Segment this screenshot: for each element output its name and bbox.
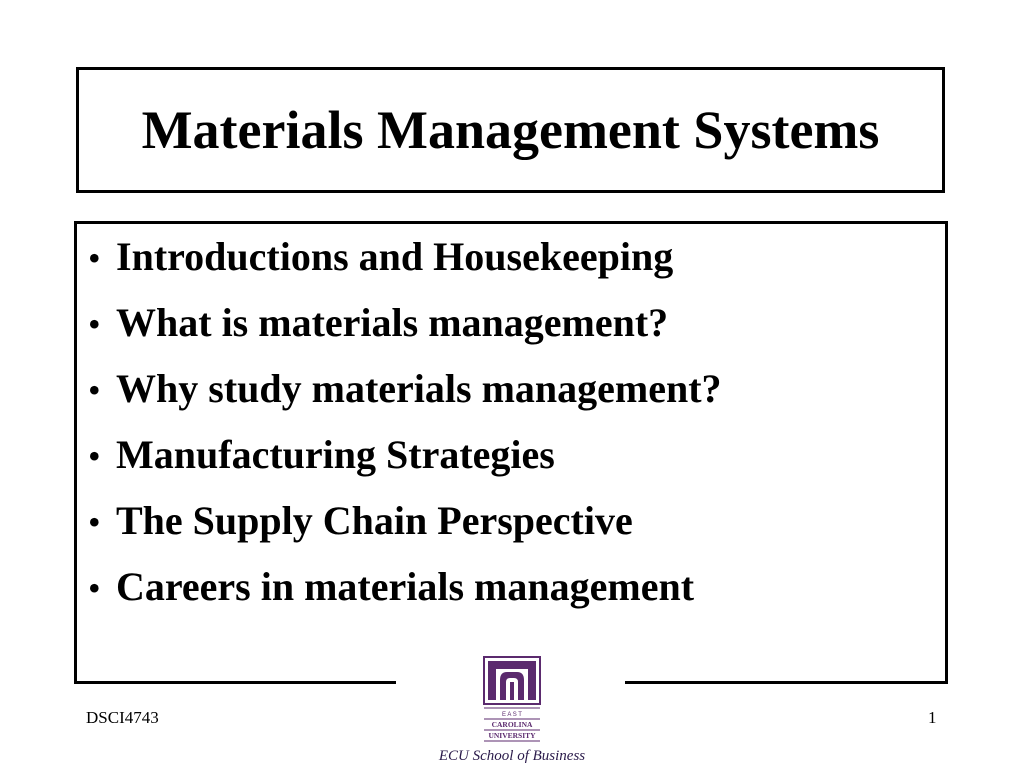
bullet-item <box>88 563 722 629</box>
bullet-text: Careers in materials management <box>116 564 695 609</box>
bullet-text: Why study materials management? <box>116 366 722 411</box>
bullet-item <box>88 299 722 365</box>
slide-title: Materials Management Systems <box>141 100 880 160</box>
content-border-left <box>74 221 77 684</box>
logo-line-east: E A S T <box>502 712 522 718</box>
bullet-text: What is materials management? <box>116 300 669 345</box>
bullet-item <box>88 431 722 497</box>
bullet-text: Introductions and Housekeeping <box>116 234 674 279</box>
logo-line-university: UNIVERSITY <box>488 731 536 740</box>
content-box <box>74 221 948 684</box>
bullet-item <box>88 365 722 431</box>
bullet-item <box>88 497 722 563</box>
content-border-top <box>74 221 948 224</box>
bullet-dot-icon: • <box>88 238 101 278</box>
content-border-bottom-right <box>625 681 948 684</box>
bullet-text: Manufacturing Strategies <box>116 432 555 477</box>
bullet-list <box>88 233 722 629</box>
content-border-right <box>945 221 948 684</box>
content-border-bottom-left <box>74 681 396 684</box>
bullet-dot-icon: • <box>88 568 101 608</box>
bullet-dot-icon: • <box>88 370 101 410</box>
bullet-dot-icon: • <box>88 502 101 542</box>
footer-page-number: 1 <box>928 708 937 727</box>
logo-tagline: ECU School of Business <box>438 748 586 764</box>
bullet-item <box>88 233 722 299</box>
bullet-dot-icon: • <box>88 304 101 344</box>
logo-line-carolina: CAROLINA <box>491 720 533 729</box>
title-box <box>76 67 945 193</box>
ecu-cupola-logo-icon <box>483 656 541 744</box>
bullet-dot-icon: • <box>88 436 101 476</box>
bullet-text: The Supply Chain Perspective <box>116 498 633 543</box>
footer-course-code: DSCI4743 <box>86 708 159 727</box>
